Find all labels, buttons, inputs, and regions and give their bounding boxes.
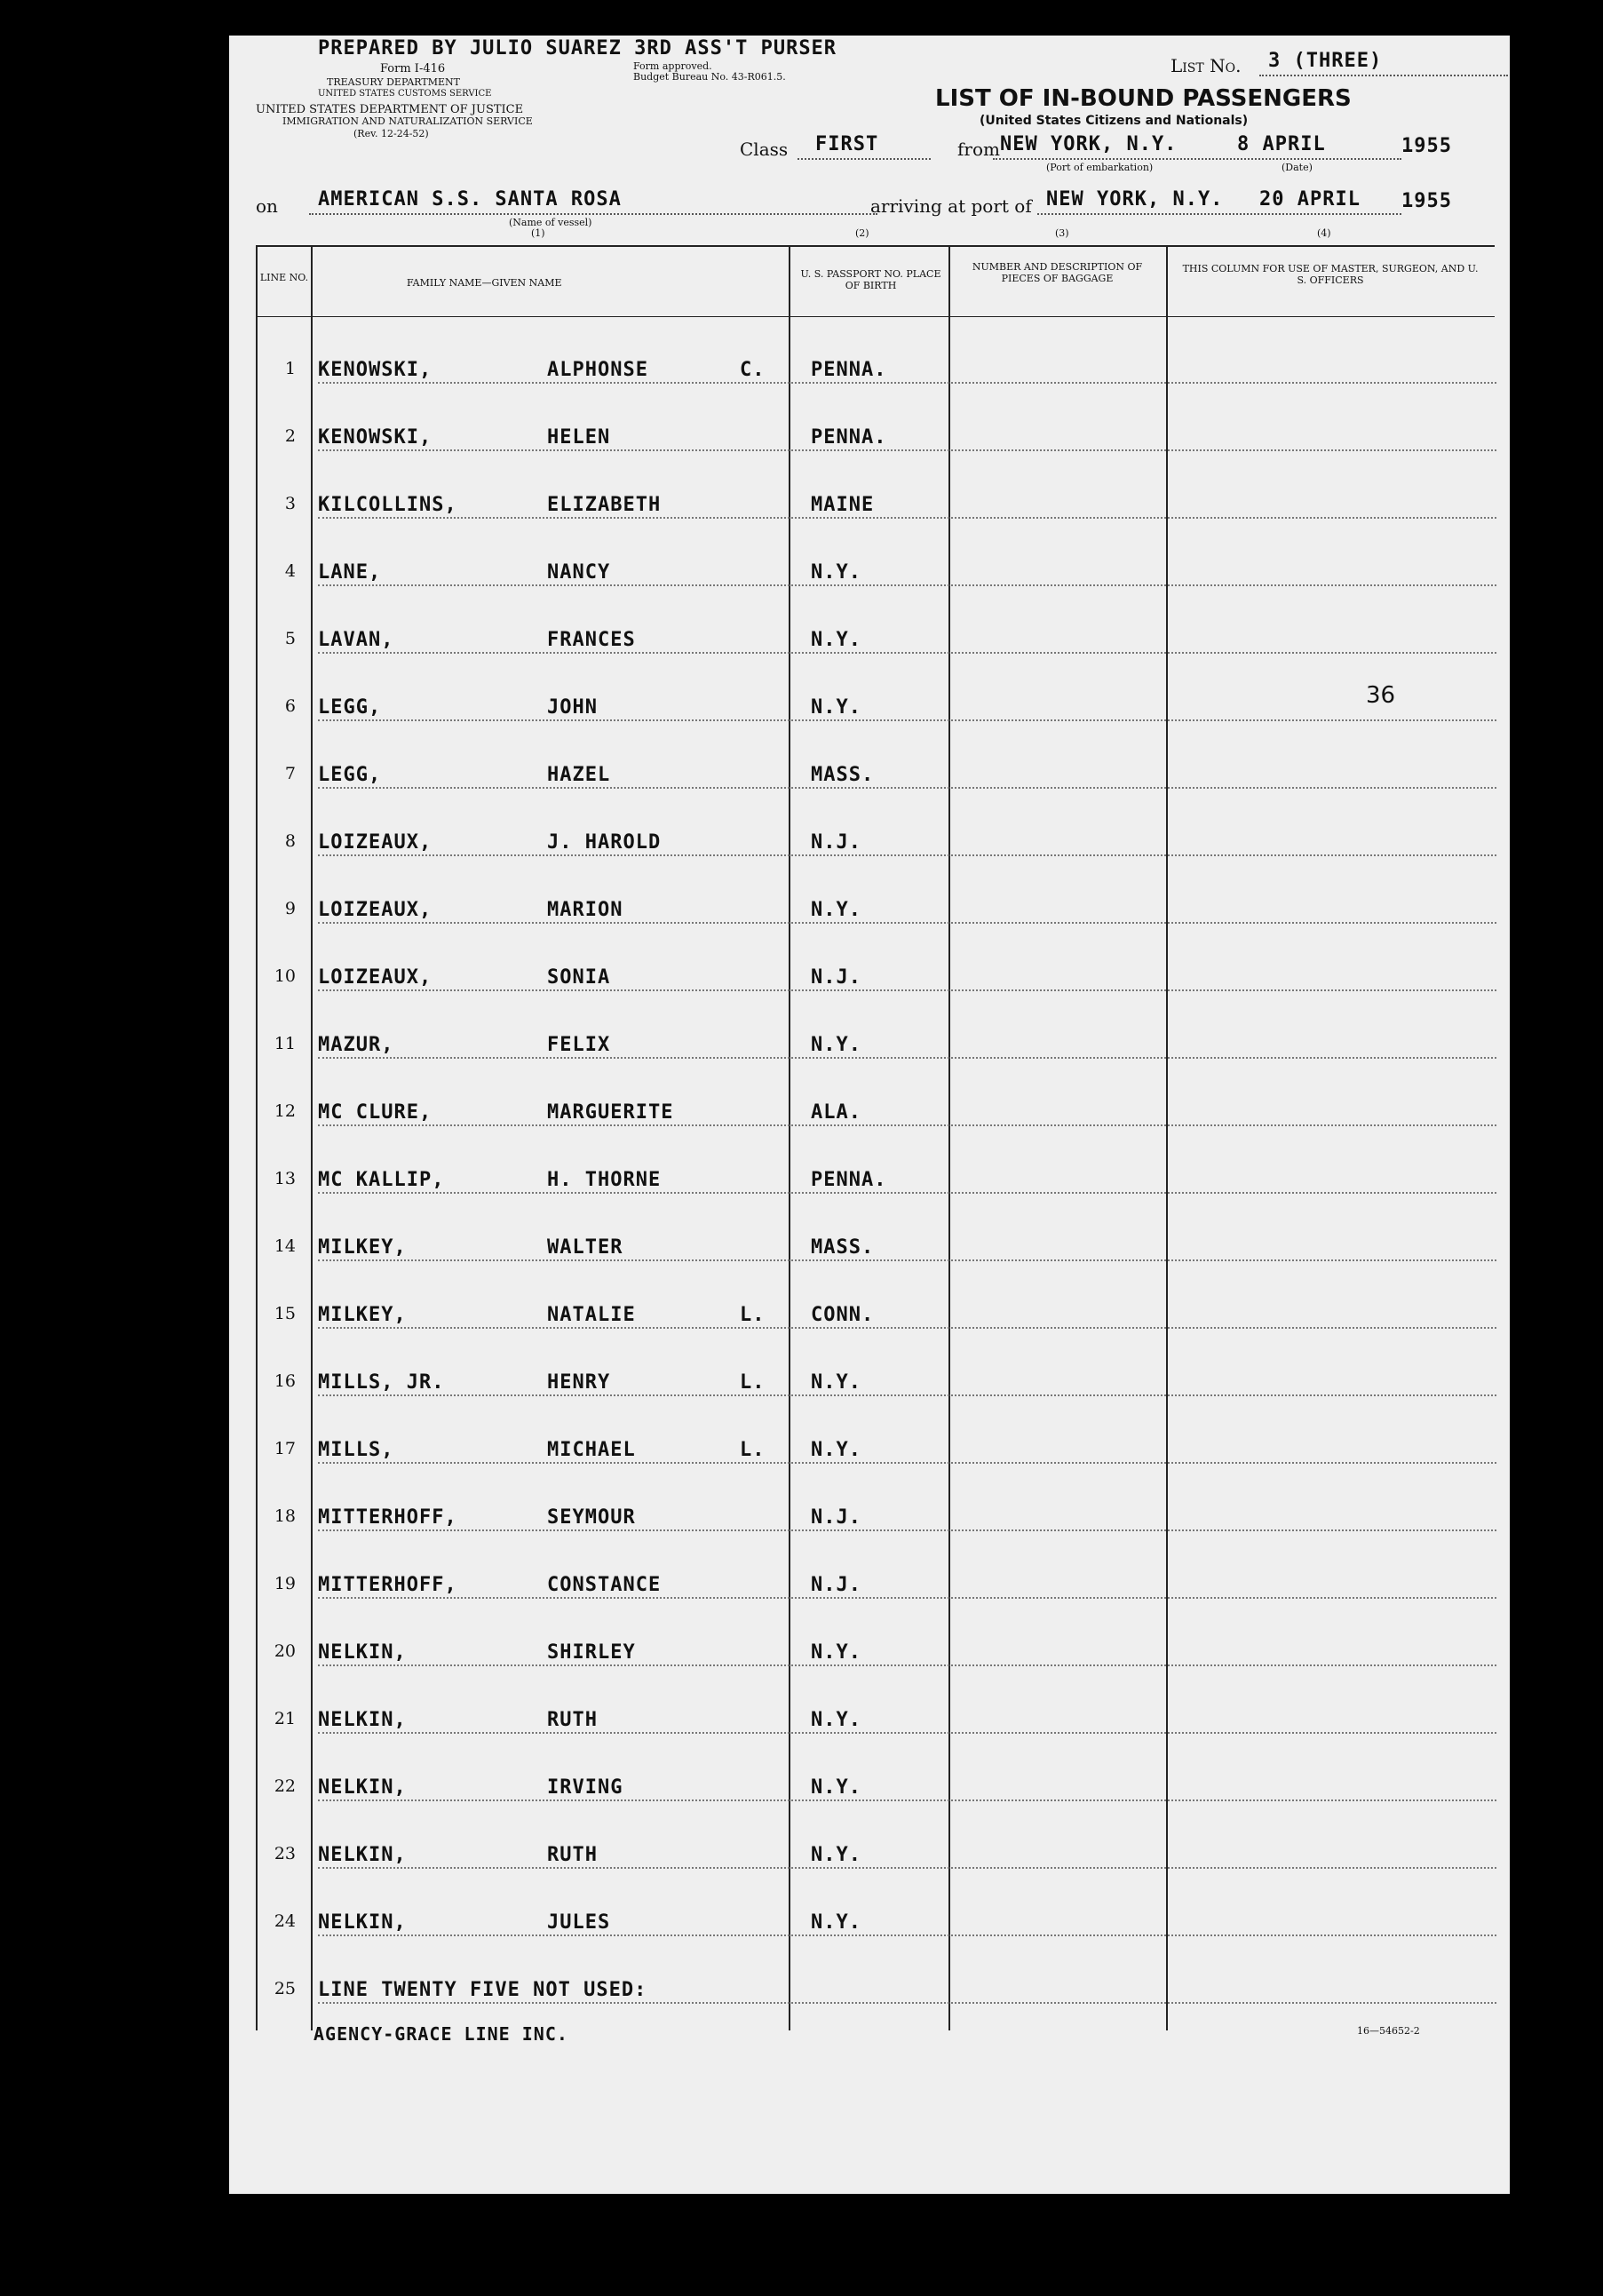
given-name: HELEN (547, 426, 611, 449)
class-value: FIRST (815, 133, 879, 155)
line-number: 7 (284, 764, 296, 783)
line-number: 13 (274, 1169, 296, 1188)
place-of-birth: N.Y. (811, 1034, 861, 1056)
row-dotted-rule (318, 719, 1496, 721)
treasury-dept: TREASURY DEPARTMENT (327, 76, 460, 88)
row-dotted-rule (318, 787, 1496, 789)
line-number: 4 (284, 561, 296, 581)
table-row (229, 1089, 1510, 1156)
row-dotted-rule (318, 1732, 1496, 1734)
family-name: MC CLURE, (318, 1101, 432, 1124)
line-number: 3 (284, 494, 296, 513)
given-name: MARGUERITE (547, 1101, 674, 1124)
line-number: 18 (274, 1506, 296, 1526)
table-row (229, 616, 1510, 684)
row-dotted-rule (318, 1799, 1496, 1801)
table-row (229, 954, 1510, 1021)
place-of-birth: PENNA. (811, 359, 887, 381)
given-name: NATALIE (547, 1304, 636, 1326)
table-row (229, 1359, 1510, 1426)
place-of-birth: MASS. (811, 1236, 875, 1259)
table-row (229, 1831, 1510, 1899)
given-name: SHIRLEY (547, 1641, 636, 1664)
row-dotted-rule (318, 584, 1496, 586)
given-name: HAZEL (547, 764, 611, 786)
row-dotted-rule (318, 1327, 1496, 1329)
given-name: FRANCES (547, 629, 636, 651)
binder-hole (174, 1883, 215, 1924)
budget-bureau: Budget Bureau No. 43-R061.5. (633, 71, 786, 83)
family-name: KILCOLLINS, (318, 494, 457, 516)
place-of-birth: N.Y. (811, 1439, 861, 1461)
given-name: SEYMOUR (547, 1506, 636, 1529)
table-row (229, 886, 1510, 954)
middle-initial: L. (740, 1371, 766, 1394)
family-name: LEGG, (318, 696, 382, 719)
given-name: WALTER (547, 1236, 623, 1259)
table-row (229, 1561, 1510, 1629)
place-of-birth: N.Y. (811, 696, 861, 719)
vessel-name: AMERICAN S.S. SANTA ROSA (318, 188, 622, 211)
list-subtitle: (United States Citizens and Nationals) (980, 114, 1249, 128)
doj-label: UNITED STATES DEPARTMENT OF JUSTICE (256, 103, 524, 116)
row-dotted-rule (318, 1124, 1496, 1126)
line-number: 10 (274, 966, 296, 986)
prepared-by: PREPARED BY JULIO SUAREZ 3RD ASS'T PURSER (318, 37, 837, 60)
place-of-birth: N.Y. (811, 1911, 861, 1934)
from-year: 1955 (1401, 135, 1452, 157)
from-line (993, 158, 1401, 160)
arrival-year: 1955 (1401, 190, 1452, 212)
form-approved: Form approved. (633, 60, 712, 72)
row-dotted-rule (318, 1597, 1496, 1599)
row-dotted-rule (318, 382, 1496, 384)
table-row (229, 684, 1510, 751)
family-name: NELKIN, (318, 1844, 407, 1866)
family-name: MC KALLIP, (318, 1169, 445, 1191)
vessel-line (309, 213, 877, 215)
customs-service: UNITED STATES CUSTOMS SERVICE (318, 89, 492, 99)
row-dotted-rule (318, 922, 1496, 924)
line-number: 11 (274, 1034, 296, 1053)
caption-4: (4) (1317, 227, 1331, 239)
binder-hole (174, 1821, 215, 1862)
line-number: 12 (274, 1101, 296, 1121)
row-dotted-rule (318, 1664, 1496, 1666)
place-of-birth: N.J. (811, 1506, 861, 1529)
table-row (229, 1156, 1510, 1224)
arrival-line (1037, 213, 1401, 215)
family-name: MILLS, (318, 1439, 394, 1461)
from-date: 8 APRIL (1237, 133, 1326, 155)
row-dotted-rule (318, 2002, 1496, 2004)
family-name: MILKEY, (318, 1304, 407, 1326)
family-name: MITTERHOFF, (318, 1506, 457, 1529)
caption-3: (3) (1055, 227, 1069, 239)
line-number: 2 (284, 426, 296, 446)
table-row (229, 1494, 1510, 1561)
line-number: 8 (284, 831, 296, 851)
passenger-rows (229, 346, 1510, 2052)
family-name: MILLS, JR. (318, 1371, 445, 1394)
table-row (229, 1764, 1510, 1831)
given-name: ALPHONSE (547, 359, 648, 381)
table-row (229, 414, 1510, 481)
officer-annotation: 36 (1366, 682, 1396, 709)
given-name: IRVING (547, 1776, 623, 1799)
row-dotted-rule (318, 449, 1496, 451)
place-of-birth: N.Y. (811, 1371, 861, 1394)
line-number: 25 (274, 1979, 296, 1998)
list-no-value: 3 (THREE) (1268, 50, 1383, 72)
given-name: J. HAROLD (547, 831, 662, 854)
family-name: MILKEY, (318, 1236, 407, 1259)
family-name: NELKIN, (318, 1911, 407, 1934)
list-no-label: List No. (1171, 55, 1242, 76)
place-of-birth: N.J. (811, 831, 861, 854)
port-embark-caption: (Port of embarkation) (1046, 162, 1154, 173)
given-name: FELIX (547, 1034, 611, 1056)
line-number: 16 (274, 1371, 296, 1391)
place-of-birth: CONN. (811, 1304, 875, 1326)
place-of-birth: MAINE (811, 494, 875, 516)
binder-hole (174, 1403, 215, 1444)
col-header-baggage: NUMBER AND DESCRIPTION OF PIECES OF BAGGAGE (972, 261, 1143, 284)
given-name: JOHN (547, 696, 598, 719)
family-name: LINE TWENTY FIVE NOT USED: (318, 1979, 647, 2001)
place-of-birth: MASS. (811, 764, 875, 786)
ins-label: IMMIGRATION AND NATURALIZATION SERVICE (282, 115, 533, 127)
place-of-birth: PENNA. (811, 426, 887, 449)
row-dotted-rule (318, 517, 1496, 519)
place-of-birth: N.Y. (811, 1776, 861, 1799)
given-name: RUTH (547, 1709, 598, 1731)
manifest-sheet (229, 36, 1510, 2194)
class-label: Class (740, 139, 789, 160)
family-name: KENOWSKI, (318, 426, 432, 449)
date-caption: (Date) (1282, 162, 1313, 173)
line-number: 20 (274, 1641, 296, 1661)
place-of-birth: PENNA. (811, 1169, 887, 1191)
family-name: LAVAN, (318, 629, 394, 651)
line-number: 9 (284, 899, 296, 918)
family-name: NELKIN, (318, 1641, 407, 1664)
given-name: MARION (547, 899, 623, 921)
middle-initial: L. (740, 1304, 766, 1326)
arrival-date: 20 APRIL (1259, 188, 1361, 211)
binder-hole (174, 604, 215, 645)
col-header-name: FAMILY NAME—GIVEN NAME (407, 277, 562, 289)
given-name: JULES (547, 1911, 611, 1934)
table-row (229, 1291, 1510, 1359)
line-number: 23 (274, 1844, 296, 1863)
family-name: LEGG, (318, 764, 382, 786)
place-of-birth: N.J. (811, 1574, 861, 1596)
given-name: MICHAEL (547, 1439, 636, 1461)
revision: (Rev. 12-24-52) (353, 128, 429, 139)
place-of-birth: N.Y. (811, 1641, 861, 1664)
table-row (229, 1629, 1510, 1696)
line-number: 5 (284, 629, 296, 648)
binder-hole (174, 1990, 215, 2030)
line-number: 14 (274, 1236, 296, 1256)
binder-hole (174, 231, 215, 272)
row-dotted-rule (318, 1935, 1496, 1936)
table-row (229, 1696, 1510, 1764)
binder-hole (174, 1519, 215, 1560)
family-name: KENOWSKI, (318, 359, 432, 381)
place-of-birth: N.Y. (811, 1844, 861, 1866)
arrival-port: NEW YORK, N.Y. (1046, 188, 1224, 211)
header-bottom-rule (256, 316, 1495, 317)
line-number: 1 (284, 359, 296, 378)
family-name: LOIZEAUX, (318, 966, 432, 989)
family-name: MAZUR, (318, 1034, 394, 1056)
caption-1: (1) (531, 227, 545, 239)
place-of-birth: N.Y. (811, 629, 861, 651)
family-name: MITTERHOFF, (318, 1574, 457, 1596)
given-name: H. THORNE (547, 1169, 662, 1191)
place-of-birth: N.Y. (811, 1709, 861, 1731)
family-name: LOIZEAUX, (318, 899, 432, 921)
binder-hole (174, 719, 215, 760)
print-code: 16—54652-2 (1357, 2025, 1420, 2037)
agency-line: AGENCY-GRACE LINE INC. (313, 2023, 568, 2045)
vessel-caption: (Name of vessel) (509, 217, 592, 228)
class-line (798, 158, 931, 160)
col-header-passport: U. S. PASSPORT NO. PLACE OF BIRTH (800, 268, 941, 291)
table-row (229, 549, 1510, 616)
given-name: SONIA (547, 966, 611, 989)
caption-2: (2) (855, 227, 869, 239)
given-name: NANCY (547, 561, 611, 584)
row-dotted-rule (318, 1394, 1496, 1396)
table-row (229, 819, 1510, 886)
row-dotted-rule (318, 1192, 1496, 1194)
from-port: NEW YORK, N.Y. (1000, 133, 1178, 155)
place-of-birth: N.Y. (811, 899, 861, 921)
table-row (229, 481, 1510, 549)
arriving-label: arriving at port of (870, 195, 1032, 217)
from-label: from (957, 139, 1000, 160)
table-row (229, 346, 1510, 414)
line-number: 24 (274, 1911, 296, 1931)
family-name: LOIZEAUX, (318, 831, 432, 854)
middle-initial: C. (740, 359, 766, 381)
row-dotted-rule (318, 1462, 1496, 1464)
table-row (229, 1426, 1510, 1494)
line-number: 17 (274, 1439, 296, 1458)
on-label: on (256, 195, 278, 217)
family-name: LANE, (318, 561, 382, 584)
line-number: 21 (274, 1709, 296, 1728)
table-row (229, 751, 1510, 819)
line-number: 19 (274, 1574, 296, 1593)
list-no-line (1259, 75, 1508, 76)
form-number: Form I-416 (380, 62, 446, 75)
row-dotted-rule (318, 854, 1496, 856)
place-of-birth: N.Y. (811, 561, 861, 584)
row-dotted-rule (318, 1057, 1496, 1059)
given-name: HENRY (547, 1371, 611, 1394)
line-number: 22 (274, 1776, 296, 1796)
line-number: 15 (274, 1304, 296, 1323)
binder-hole (174, 117, 215, 158)
row-dotted-rule (318, 652, 1496, 654)
table-row (229, 1899, 1510, 1966)
col-header-line-no: LINE NO. (259, 272, 309, 283)
given-name: RUTH (547, 1844, 598, 1866)
middle-initial: L. (740, 1439, 766, 1461)
row-dotted-rule (318, 1259, 1496, 1261)
family-name: NELKIN, (318, 1776, 407, 1799)
row-dotted-rule (318, 1867, 1496, 1869)
family-name: NELKIN, (318, 1709, 407, 1731)
place-of-birth: ALA. (811, 1101, 861, 1124)
table-top-rule (256, 245, 1495, 247)
place-of-birth: N.J. (811, 966, 861, 989)
line-number: 6 (284, 696, 296, 716)
row-dotted-rule (318, 989, 1496, 991)
given-name: ELIZABETH (547, 494, 662, 516)
row-dotted-rule (318, 1529, 1496, 1531)
given-name: CONSTANCE (547, 1574, 662, 1596)
binder-hole (174, 1030, 215, 1071)
col-header-officers: THIS COLUMN FOR USE OF MASTER, SURGEON, AND U. S. OFFICERS (1182, 263, 1479, 286)
table-row (229, 1224, 1510, 1291)
list-title: LIST OF IN-BOUND PASSENGERS (935, 85, 1352, 112)
table-row (229, 1021, 1510, 1089)
